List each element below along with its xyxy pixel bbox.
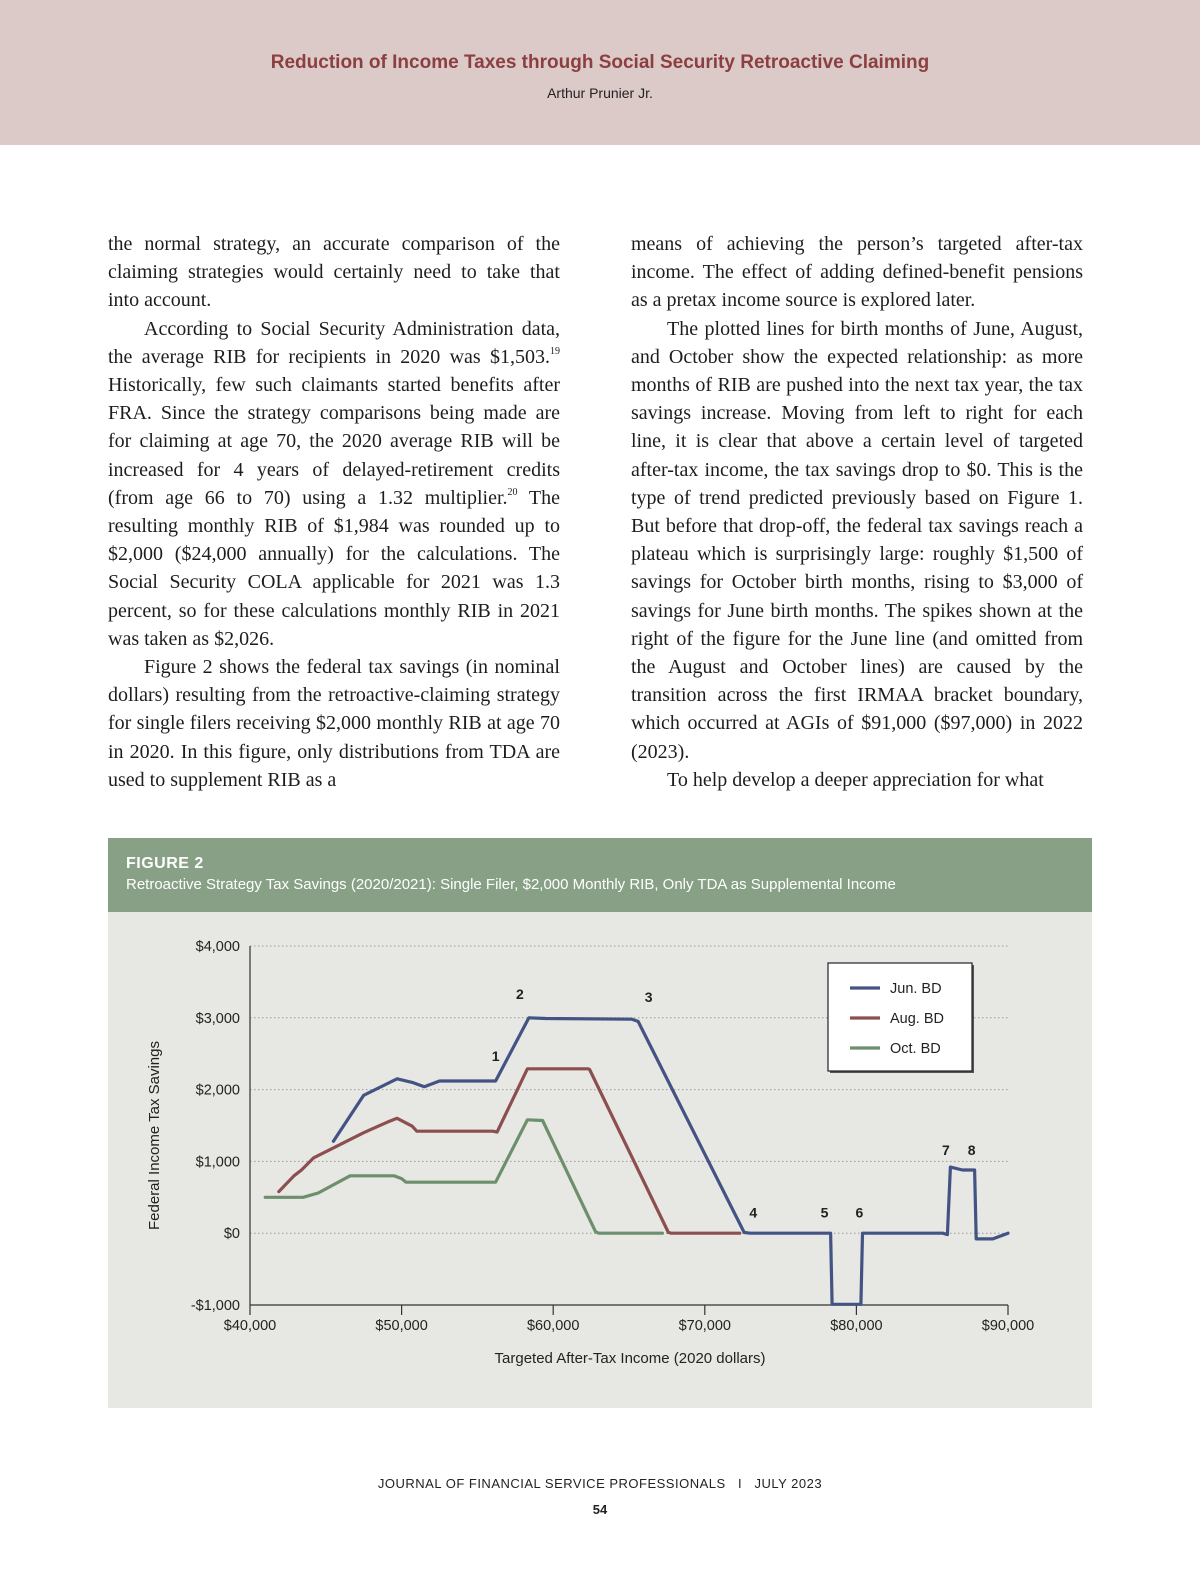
tax-savings-chart: [108, 912, 1092, 1408]
y-tick-label: $2,000: [195, 1082, 240, 1099]
figure-caption: Retroactive Strategy Tax Savings (2020/2021): Single Filer, $2,000 Monthly RIB, Only TDA as Supplemental Income: [126, 876, 896, 893]
x-tick-label: $80,000: [830, 1318, 883, 1334]
y-tick-label: $3,000: [195, 1010, 240, 1027]
annotation-label: 1: [491, 1047, 500, 1064]
annotation-label: 8: [967, 1141, 976, 1158]
series-line-oct-bd: [265, 1120, 662, 1233]
annotation-label: 6: [855, 1204, 864, 1221]
left-paragraph-1: the normal strategy, an accurate comparison of the claiming strategies would certainly need to take that into account.: [108, 233, 560, 312]
footer-journal: JOURNAL OF FINANCIAL SERVICE PROFESSIONALS I JULY 2023: [377, 1476, 823, 1491]
x-tick-label: $40,000: [223, 1318, 277, 1334]
x-tick-label: $60,000: [526, 1318, 580, 1334]
series-line-aug-bd: [279, 1069, 740, 1233]
left-paragraph-3: Figure 2 shows the federal tax savings (in nominal dollars) resulting from the retroactive-claiming strategy for single filers receiving $2,000 monthly RIB at age 70 in 2020. In this figure, only distributions from TDA are used to supplement RIB as a: [108, 656, 560, 791]
footnote-20: 20: [507, 486, 518, 498]
header-author: Arthur Prunier Jr.: [547, 85, 653, 101]
legend-entry: Oct. BD: [890, 1041, 941, 1057]
y-tick-label: $4,000: [195, 939, 240, 955]
right-paragraph-3: To help develop a deeper appreciation for what: [667, 768, 1044, 791]
right-paragraph-1: means of achieving the person’s targeted after-tax income. The effect of adding defined-benefit pensions as a pretax income source is explored later.: [631, 233, 1083, 312]
x-axis-label: Targeted After-Tax Income (2020 dollars): [494, 1350, 766, 1367]
header-title: Reduction of Income Taxes through Social Security Retroactive Claiming: [270, 52, 930, 73]
figure-label: FIGURE 2: [126, 855, 204, 872]
figure-caption-band: [108, 838, 1092, 912]
y-tick-label: $0: [223, 1226, 240, 1243]
left-paragraph-2a: According to Social Security Administration data, the average RIB for recipients in 2020 was $1,503.: [108, 317, 560, 368]
annotation-label: 5: [820, 1204, 829, 1221]
annotation-label: 7: [941, 1141, 950, 1158]
figure-plot-area: [108, 912, 1092, 1408]
left-column: [108, 230, 560, 794]
footnote-19: 19: [550, 345, 560, 357]
y-axis-label: Federal Income Tax Savings: [146, 1041, 163, 1230]
x-tick-label: $90,000: [981, 1318, 1035, 1334]
y-tick-label: $1,000: [195, 1154, 240, 1171]
annotation-label: 3: [644, 989, 653, 1006]
right-paragraph-2: The plotted lines for birth months of June, August, and October show the expected relationship: as more months of RIB are pushed into the next tax year, the tax savings increase. Moving from left to right for each line, it is clear that above a certain level of targeted after-tax income, the tax savings drop to $0. This is the type of trend predicted previously based on Figure 1. But before that drop-off, the federal tax savings reach a plateau which is surprisingly large: roughly $1,500 of savings for October birth months, rising to $3,000 of savings for June birth months. The spikes shown at the right of the figure for the June line (and omitted from the August and October lines) are caused by the transition across the first IRMAA bracket boundary, which occurred at AGIs of $91,000 ($97,000) in 2022 (2023).: [631, 317, 1083, 763]
left-paragraph-2b: Historically, few such claimants started benefits after FRA. Since the strategy comparisons being made are for claiming at age 70, the 2020 average RIB will be increased for 4 years of delayed-retirement credits (from age 66 to 70) using a 1.32 multiplier.: [108, 374, 560, 509]
annotation-label: 4: [749, 1204, 758, 1221]
legend-entry: Aug. BD: [890, 1011, 944, 1027]
x-tick-label: $70,000: [678, 1318, 732, 1334]
legend-entry: Jun. BD: [890, 981, 942, 997]
y-tick-label: -$1,000: [190, 1298, 240, 1314]
annotation-label: 2: [515, 986, 524, 1003]
page-number: 54: [592, 1502, 608, 1517]
left-paragraph-2c: The resulting monthly RIB of $1,984 was rounded up to $2,000 ($24,000 annually) for the calculations. The Social Security COLA applicable for 2021 was 1.3 percent, so for these calculations monthly RIB in 2021 was taken as $2,026.: [108, 486, 560, 650]
left-paragraph-2: [108, 315, 560, 653]
right-column: [631, 230, 1083, 794]
x-tick-label: $50,000: [375, 1318, 428, 1334]
